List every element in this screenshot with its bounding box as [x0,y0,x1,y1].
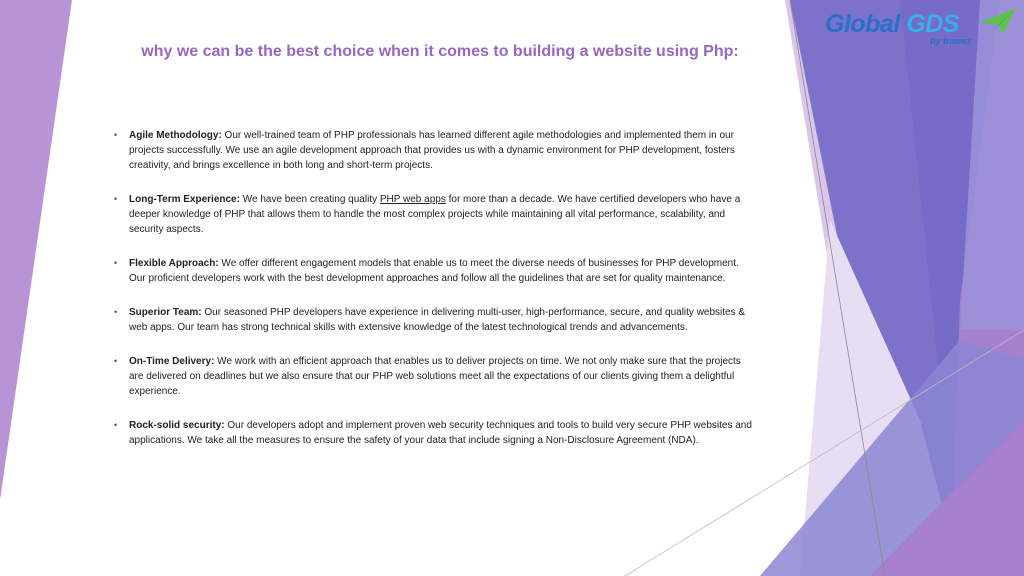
bullet-text-after-link: for more than a decade. We have certified developers who have a deeper knowledge of PHP that allows them to handle the most complex projects while maintaining all vital performance, scalability, and security aspects. [129,194,741,235]
bullet-text: Our developers adopt and implement proven web security techniques and tools to build very secure PHP websites and applications. We take all the measures to ensure the safety of your data that include signing a Non-Disclosure Agreement (NDA). [129,420,752,446]
reasons-list [112,128,752,467]
bullet-text: We work with an efficient approach that enables us to deliver projects on time. We not only make sure that the projects are delivered on deadlines but we also ensure that our PHP web solutions meet all the expectations of our clients giving them a delightful experience. [129,356,741,397]
bullet-term: On-Time Delivery: [129,356,215,367]
logo-word-gds: GDS [906,10,959,38]
php-web-apps-link[interactable]: PHP web apps [379,194,446,205]
list-item [112,192,752,237]
bullet-term: Agile Methodology: [129,130,222,141]
bullet-dot-icon: • [114,356,118,366]
page-title: why we can be the best choice when it comes to building a website using Php: [141,43,739,60]
bullet-text: Our seasoned PHP developers have experience in delivering multi-user, high-performance, secure, and quality websites & web apps. Our team has strong technical skills with extensive knowledge of the latest technological trends and advancements. [129,307,746,333]
list-item [112,256,752,286]
bullet-dot-icon: • [114,420,118,430]
list-item [112,354,752,399]
bullet-dot-icon: • [114,130,118,140]
list-item [112,128,752,173]
bullet-text: We offer different engagement models that enable us to meet the diverse needs of businesses for PHP development. Our proficient developers work with the best development approaches and follow all the guidelines that are set for quality maintenance. [129,258,739,284]
list-item [112,418,752,448]
bullet-term: Flexible Approach: [129,258,219,269]
bullet-term: Long-Term Experience: [129,194,240,205]
bullet-text-before-link: We have been creating quality [239,194,380,205]
logo-tagline: by trawex [930,36,972,46]
logo-word-global: Global [825,10,900,38]
list-item [112,305,752,335]
bullet-term: Superior Team: [129,307,202,318]
bullet-text: Our well-trained team of PHP professionals has learned different agile methodologies and implemented them in our projects successfully. We use an agile development approach that provides us with a dynamic environment for PHP development, fosters creativity, and brings excellence in both long and short-term projects. [129,130,735,171]
bullet-dot-icon: • [114,258,118,268]
bullet-dot-icon: • [114,307,118,317]
paper-plane-icon [979,6,1017,36]
logo-wordmark [825,10,959,39]
left-purple-triangle [0,0,72,500]
bullet-dot-icon: • [114,194,118,204]
bullet-term: Rock-solid security: [129,420,225,431]
global-gds-logo [822,6,1018,50]
